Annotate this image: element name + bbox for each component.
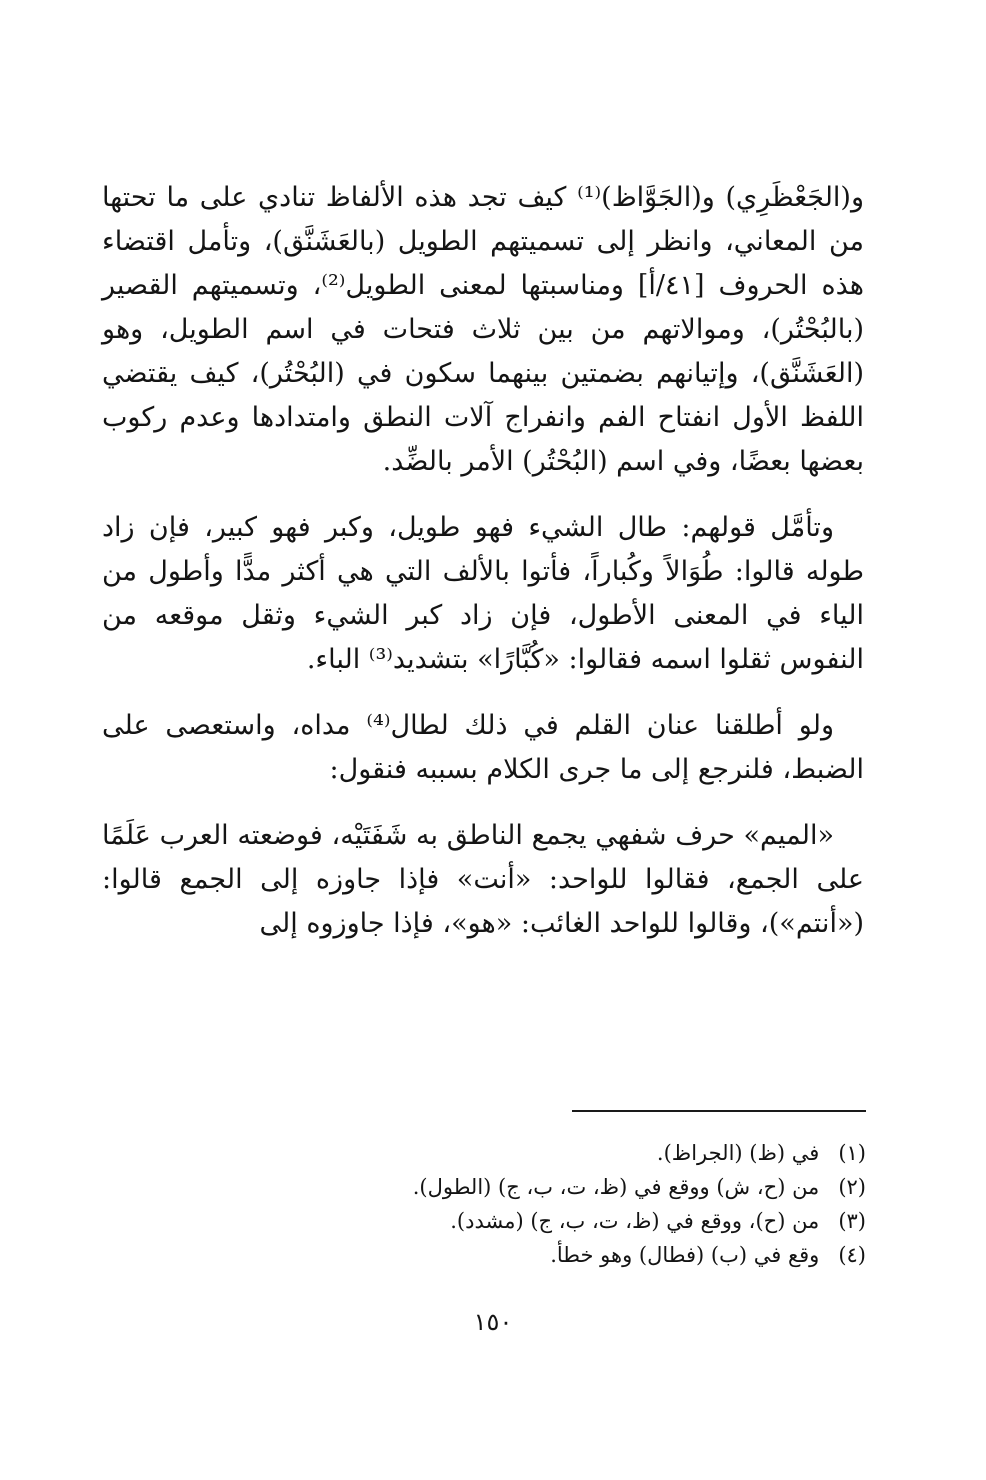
footnote-number: (١) bbox=[838, 1141, 866, 1165]
page-number: ١٥٠ bbox=[473, 1308, 513, 1336]
footnote-number: (٣) bbox=[838, 1209, 866, 1233]
footnote-4 bbox=[300, 1238, 866, 1272]
footnote-number: (٤) bbox=[838, 1243, 866, 1267]
footnote-3 bbox=[300, 1204, 866, 1238]
footnote-text: من (ح، ش) ووقع في (ظ، ت، ب، ج) (الطول). bbox=[412, 1175, 820, 1199]
footnote-text: من (ح)، ووقع في (ظ، ت، ب، ج) (مشدد). bbox=[450, 1209, 820, 1233]
paragraph-2: وتأمَّل قولهم: طال الشيء فهو طويل، وكبر فهو كبير، فإن زاد طوله قالوا: طُوَالاً وكُباراً، فأتوا بالألف التي هي أكثر مدًّا وأطول من الياء في المعنى الأطول، فإن زاد كبر الشيء وثقل موقعه من النفوس ثقلوا اسمه فقالوا: «كُبَّارًا» بتشديد⁽³⁾ الباء. bbox=[102, 512, 864, 675]
paragraph-3: ولو أطلقنا عنان القلم في ذلك لطال⁽⁴⁾ مداه، واستعصى على الضبط، فلنرجع إلى ما جرى الكلام بسببه فنقول: bbox=[102, 710, 864, 785]
footnote-text: في (ظ) (الجراظ). bbox=[656, 1141, 820, 1165]
footnote-separator bbox=[572, 1110, 866, 1112]
footnote-1 bbox=[300, 1136, 866, 1170]
paragraph-4: «الميم» حرف شفهي يجمع الناطق به شَفَتَيْه، فوضعته العرب عَلَمًا على الجمع، فقالوا للواحد: «أنت» فإذا جاوزه إلى الجمع قالوا: («أنتم»)، وقالوا للواحد الغائب: «هو»، فإذا جاوزوه إلى bbox=[102, 820, 864, 939]
footnotes bbox=[300, 1136, 866, 1272]
paragraph-1: و(الجَعْظَرِي) و(الجَوَّاظ)⁽¹⁾ كيف تجد هذه الألفاظ تنادي على ما تحتها من المعاني، وانظر إلى تسميتهم الطويل (بالعَشَنَّق)، وتأمل اقتضاء هذه الحروف [٤١/أ] ومناسبتها لمعنى الطويل⁽²⁾، وتسميتهم القصير (بالبُحْتُر)، وموالاتهم من بين ثلاث فتحات في اسم الطويل، وهو (العَشَنَّق)، وإتيانهم بضمتين بينهما سكون في (البُحْتُر)، كيف يقتضي اللفظ الأول انفتاح الفم وانفراج آلات النطق وامتدادها وعدم ركوب بعضها بعضًا، وفي اسم (البُحْتُر) الأمر بالضِّد. bbox=[102, 182, 864, 477]
footnote-2 bbox=[300, 1170, 866, 1204]
main-text bbox=[102, 176, 864, 968]
footnote-text: وقع في (ب) (فطال) وهو خطأ. bbox=[550, 1243, 820, 1267]
footnote-number: (٢) bbox=[838, 1175, 866, 1199]
